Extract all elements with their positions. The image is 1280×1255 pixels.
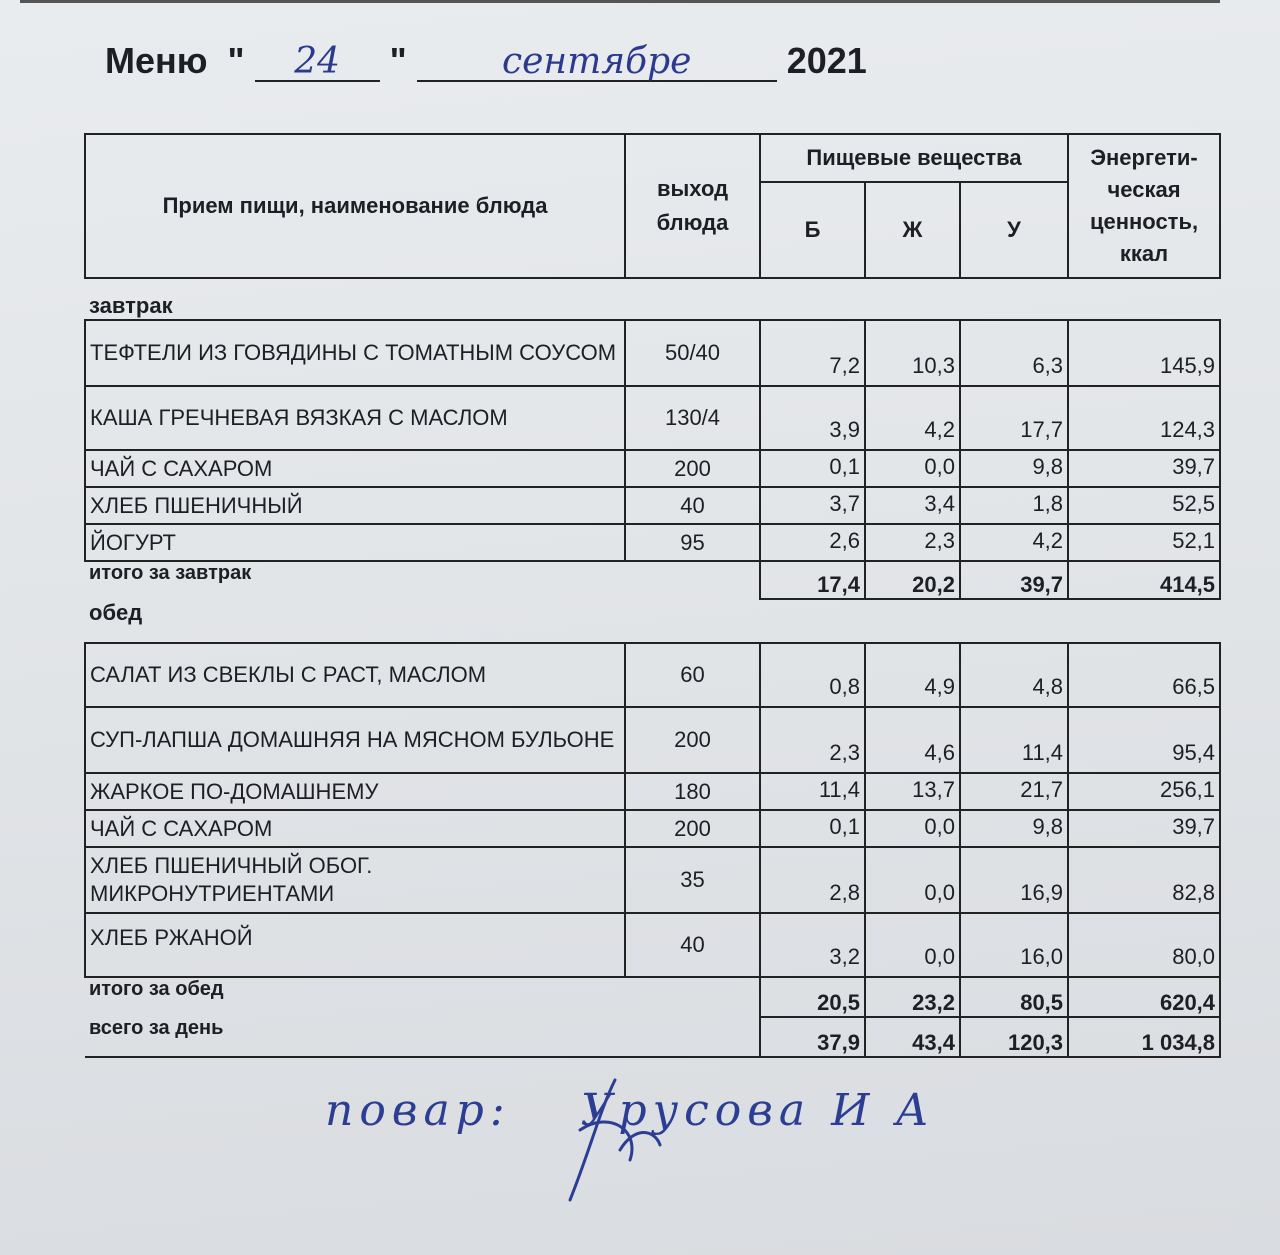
dish-protein: 0,8: [760, 643, 865, 707]
dish-name: ХЛЕБ ПШЕНИЧНЫЙ ОБОГ. МИКРОНУТРИЕНТАМИ: [85, 847, 625, 913]
dish-name: САЛАТ ИЗ СВЕКЛЫ С РАСТ, МАСЛОМ: [85, 643, 625, 707]
header-energy: Энергети-ческая ценность, ккал: [1068, 134, 1220, 278]
dish-carbs: 9,8: [960, 450, 1068, 487]
day-handwritten: 24: [294, 41, 341, 82]
day-blank: [255, 40, 380, 82]
table-row: [85, 487, 1220, 524]
dish-output: 50/40: [625, 320, 760, 386]
dish-name: ЧАЙ С САХАРОМ: [85, 450, 625, 487]
dish-name: КАША ГРЕЧНЕВАЯ ВЯЗКАЯ С МАСЛОМ: [85, 386, 625, 450]
dish-output: 130/4: [625, 386, 760, 450]
menu-title: [105, 40, 867, 82]
dish-kcal: 52,5: [1068, 487, 1220, 524]
dish-carbs: 21,7: [960, 773, 1068, 810]
dish-kcal: 66,5: [1068, 643, 1220, 707]
dish-name: ХЛЕБ ПШЕНИЧНЫЙ: [85, 487, 625, 524]
dish-name: ХЛЕБ РЖАНОЙ: [85, 913, 625, 977]
header-fat: Ж: [865, 182, 960, 278]
table-row: [85, 386, 1220, 450]
month-blank: [417, 40, 777, 82]
dish-carbs: 16,0: [960, 913, 1068, 977]
handwritten-signature-mark: [560, 1070, 670, 1210]
dish-name: ЙОГУРТ: [85, 524, 625, 561]
day-total-fat: 43,4: [865, 1017, 960, 1057]
table-row: [85, 450, 1220, 487]
lunch-total-fat: 23,2: [865, 977, 960, 1017]
dish-carbs: 4,2: [960, 524, 1068, 561]
dish-output: 95: [625, 524, 760, 561]
dish-fat: 10,3: [865, 320, 960, 386]
dish-output: 200: [625, 810, 760, 847]
dish-protein: 3,2: [760, 913, 865, 977]
header-carbs: У: [960, 182, 1068, 278]
dish-kcal: 124,3: [1068, 386, 1220, 450]
dish-protein: 11,4: [760, 773, 865, 810]
dish-carbs: 4,8: [960, 643, 1068, 707]
day-total-protein: 37,9: [760, 1017, 865, 1057]
dish-kcal: 39,7: [1068, 450, 1220, 487]
dish-fat: 3,4: [865, 487, 960, 524]
dish-protein: 7,2: [760, 320, 865, 386]
breakfast-total-kcal: 414,5: [1068, 561, 1220, 599]
lunch-total-label: итого за обед: [89, 978, 224, 1000]
breakfast-total-row: [85, 561, 1220, 599]
table-row: [85, 847, 1220, 913]
dish-output: 60: [625, 643, 760, 707]
dish-carbs: 17,7: [960, 386, 1068, 450]
lunch-total-row: [85, 977, 1220, 1017]
header-protein: Б: [760, 182, 865, 278]
header-output: выход блюда: [625, 134, 760, 278]
title-word: Меню: [105, 40, 208, 81]
table-row: [85, 707, 1220, 773]
header-nutrients: Пищевые вещества: [760, 134, 1068, 182]
signature-name: Урусова И А: [580, 1085, 935, 1136]
table-row: [85, 810, 1220, 847]
lunch-total-carbs: 80,5: [960, 977, 1068, 1017]
dish-carbs: 6,3: [960, 320, 1068, 386]
section-lunch: обед: [89, 600, 143, 625]
lunch-total-protein: 20,5: [760, 977, 865, 1017]
day-total-carbs: 120,3: [960, 1017, 1068, 1057]
dish-kcal: 256,1: [1068, 773, 1220, 810]
signature-role: повар:: [325, 1085, 511, 1136]
dish-fat: 0,0: [865, 847, 960, 913]
dish-carbs: 16,9: [960, 847, 1068, 913]
day-total-kcal: 1 034,8: [1068, 1017, 1220, 1057]
menu-table: [84, 133, 1221, 1058]
dish-kcal: 82,8: [1068, 847, 1220, 913]
dish-fat: 4,2: [865, 386, 960, 450]
dish-name: ТЕФТЕЛИ ИЗ ГОВЯДИНЫ С ТОМАТНЫМ СОУСОМ: [85, 320, 625, 386]
dish-fat: 0,0: [865, 810, 960, 847]
dish-output: 40: [625, 487, 760, 524]
dish-fat: 4,6: [865, 707, 960, 773]
dish-kcal: 80,0: [1068, 913, 1220, 977]
title-quote-close: ": [389, 40, 407, 81]
top-border-line: [20, 0, 1220, 3]
dish-output: 200: [625, 450, 760, 487]
table-row: [85, 913, 1220, 977]
dish-protein: 0,1: [760, 810, 865, 847]
dish-fat: 13,7: [865, 773, 960, 810]
dish-fat: 0,0: [865, 450, 960, 487]
dish-kcal: 95,4: [1068, 707, 1220, 773]
dish-protein: 3,9: [760, 386, 865, 450]
breakfast-total-fat: 20,2: [865, 561, 960, 599]
dish-protein: 2,6: [760, 524, 865, 561]
table-row: [85, 524, 1220, 561]
dish-protein: 0,1: [760, 450, 865, 487]
dish-carbs: 11,4: [960, 707, 1068, 773]
dish-protein: 2,3: [760, 707, 865, 773]
dish-carbs: 9,8: [960, 810, 1068, 847]
dish-fat: 2,3: [865, 524, 960, 561]
dish-name: СУП-ЛАПША ДОМАШНЯЯ НА МЯСНОМ БУЛЬОНЕ: [85, 707, 625, 773]
dish-protein: 3,7: [760, 487, 865, 524]
breakfast-total-carbs: 39,7: [960, 561, 1068, 599]
dish-output: 40: [625, 913, 760, 977]
dish-protein: 2,8: [760, 847, 865, 913]
title-quote-open: ": [227, 40, 245, 81]
dish-name: ЧАЙ С САХАРОМ: [85, 810, 625, 847]
dish-output: 35: [625, 847, 760, 913]
dish-kcal: 39,7: [1068, 810, 1220, 847]
header-dish-name: Прием пищи, наименование блюда: [85, 134, 625, 278]
dish-carbs: 1,8: [960, 487, 1068, 524]
dish-fat: 0,0: [865, 913, 960, 977]
day-total-label: всего за день: [85, 1017, 760, 1057]
dish-output: 200: [625, 707, 760, 773]
table-row: [85, 320, 1220, 386]
section-breakfast: завтрак: [89, 293, 173, 318]
table-row: [85, 643, 1220, 707]
dish-kcal: 52,1: [1068, 524, 1220, 561]
table-row: [85, 773, 1220, 810]
month-handwritten: сентябре: [501, 41, 692, 82]
title-year: 2021: [786, 40, 867, 81]
lunch-total-kcal: 620,4: [1068, 977, 1220, 1017]
dish-fat: 4,9: [865, 643, 960, 707]
breakfast-total-protein: 17,4: [760, 561, 865, 599]
dish-name: ЖАРКОЕ ПО-ДОМАШНЕМУ: [85, 773, 625, 810]
breakfast-total-label: итого за завтрак: [89, 562, 252, 584]
day-total-row: [85, 1017, 1220, 1057]
dish-kcal: 145,9: [1068, 320, 1220, 386]
dish-output: 180: [625, 773, 760, 810]
